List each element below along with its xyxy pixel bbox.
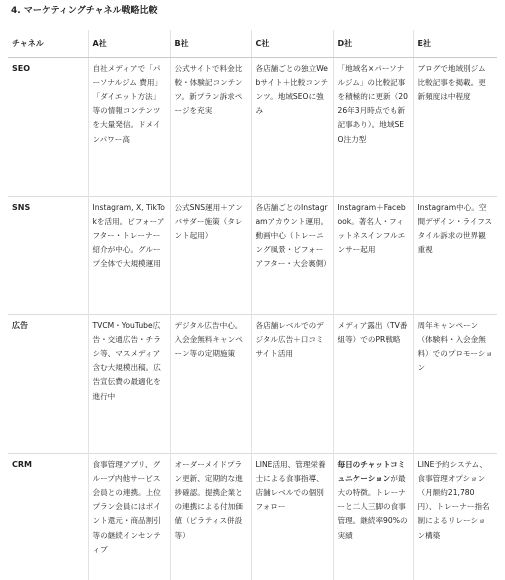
- cell-seo-c: 各店舗ごとの独立Webサイト＋比較コンテンツ。地域SEOに強み: [251, 57, 333, 196]
- cell-sns-b: 公式SNS運用＋アンバサダー施策（タレント起用）: [170, 196, 251, 314]
- cell-ad-e: 周年キャンペーン（体験料・入会金無料）でのプロモーション: [413, 314, 497, 453]
- table-row-seo: [8, 57, 497, 196]
- table-row-crm: [8, 453, 497, 580]
- cell-crm-a: 食事管理アプリ、グループ内他サービス会員との連携。上位プラン会員にはポイント還元・商品割引等の継続インセンティブ: [88, 453, 170, 580]
- cell-seo-e: ブログで地域別ジム比較記事を掲載。更新頻度は中程度: [413, 57, 497, 196]
- header-company-e: E社: [413, 30, 497, 57]
- header-company-c: C社: [251, 30, 333, 57]
- cell-seo-b: 公式サイトで料金比較・体験記コンテンツ。新プラン訴求ページを充実: [170, 57, 251, 196]
- cell-sns-e: Instagram中心。空間デザイン・ライフスタイル訴求の世界観重視: [413, 196, 497, 314]
- header-company-a: A社: [88, 30, 170, 57]
- channel-label-ad: 広告: [8, 314, 88, 453]
- cell-crm-d-text: が最大の特徴。トレーナーと二人三脚の食事管理。継続率90%の実績: [337, 473, 408, 540]
- table-row-ad: [8, 314, 497, 453]
- cell-crm-d: [333, 453, 413, 580]
- cell-crm-c: LINE活用、管理栄養士による食事指導、店舗レベルでの個別フォロー: [251, 453, 333, 580]
- cell-sns-d: Instagram＋Facebook。著名人・フィットネスインフルエンサー起用: [333, 196, 413, 314]
- cell-ad-d: メディア露出（TV番組等）でのPR戦略: [333, 314, 413, 453]
- cell-sns-a: Instagram, X, TikTokを活用。ビフォーアフター・トレーナー紹介が中心。グループ全体で大規模運用: [88, 196, 170, 314]
- table-row-sns: [8, 196, 497, 314]
- comparison-table: [8, 30, 497, 580]
- cell-ad-a: TVCM・YouTube広告・交通広告・チラシ等、マスメディア含む大規模出稿。広告宣伝費の最適化を進行中: [88, 314, 170, 453]
- channel-label-crm: CRM: [8, 453, 88, 580]
- section-title: 4. マーケティングチャネル戦略比較: [11, 6, 158, 16]
- cell-crm-e: LINE予約システム、食事管理オプション（月額約21,780円）、トレーナー指名制によるリレーション構築: [413, 453, 497, 580]
- cell-seo-a: 自社メディアで「パーソナルジム 費用」「ダイエット方法」等の情報コンテンツを大量発信。ドメインパワー高: [88, 57, 170, 196]
- cell-crm-b: オーダーメイドプラン更新、定期的な進捗確認。提携企業との連携による付加価値（ピラティス併設等）: [170, 453, 251, 580]
- header-channel: チャネル: [8, 30, 88, 57]
- header-company-d: D社: [333, 30, 413, 57]
- header-company-b: B社: [170, 30, 251, 57]
- table-header-row: [8, 30, 497, 57]
- cell-sns-c: 各店舗ごとのInstagramアカウント運用。動画中心（トレーニング風景・ビフォーアフター・大会裏側）: [251, 196, 333, 314]
- cell-seo-d: 「地域名×パーソナルジム」の比較記事を積極的に更新（2026年3月時点でも新記事あり）。地域SEO注力型: [333, 57, 413, 196]
- cell-ad-c: 各店舗レベルでのデジタル広告＋口コミサイト活用: [251, 314, 333, 453]
- cell-ad-b: デジタル広告中心。入会金無料キャンペーン等の定期施策: [170, 314, 251, 453]
- channel-label-sns: SNS: [8, 196, 88, 314]
- cell-crm-d-emphasis: 毎日のチャットコミュニケーション: [337, 459, 406, 483]
- channel-label-seo: SEO: [8, 57, 88, 196]
